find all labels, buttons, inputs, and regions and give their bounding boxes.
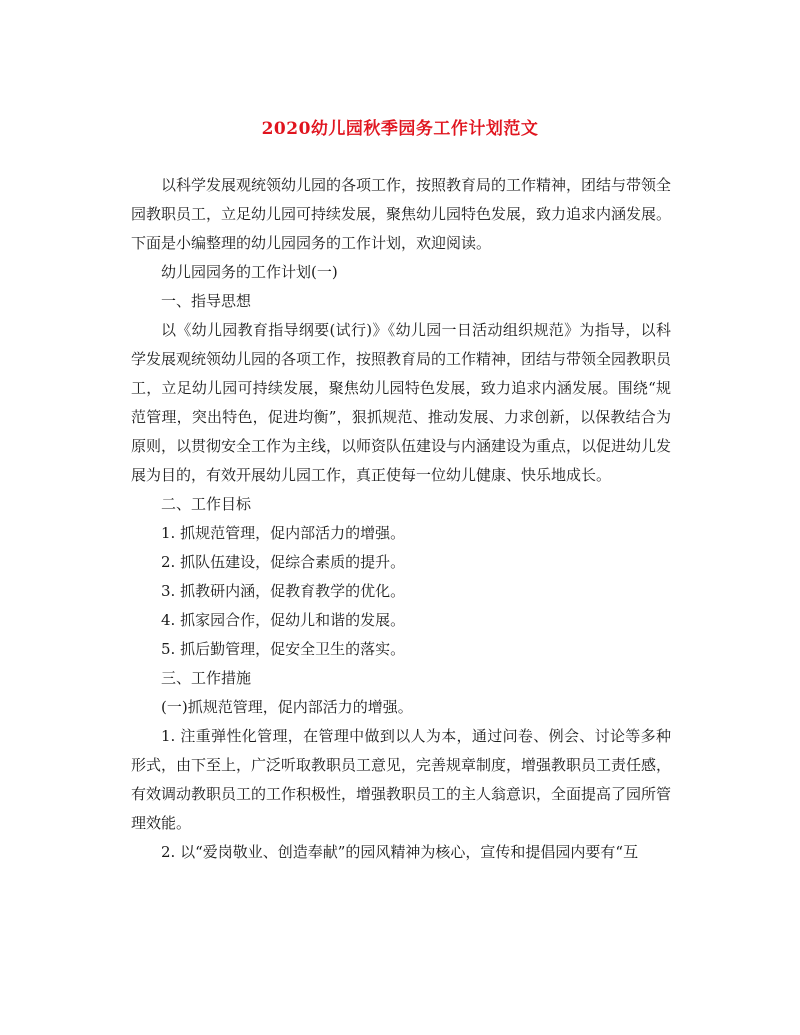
goal-item: 5. 抓后勤管理，促安全卫生的落实。 — [161, 640, 406, 658]
subsection-heading: 二、工作目标 — [161, 495, 252, 513]
document-body — [131, 171, 671, 867]
goal-item: 2. 抓队伍建设，促综合素质的提升。 — [161, 553, 406, 571]
guiding-thought-paragraph: 以《幼儿园教育指导纲要(试行)》《幼儿园一日活动组织规范》为指导，以科学发展观统领幼儿园的各项工作，按照教育局的工作精神，团结与带领全园教职员工，立足幼儿园可持续发展，聚焦幼儿园特色发展，致力追求内涵发展。围绕“规范管理，突出特色，促进均衡”，狠抓规范、推动发展、力求创新，以保教结合为原则，以贯彻安全工作为主线，以师资队伍建设与内涵建设为重点，以促进幼儿发展为目的，有效开展幼儿园工作，真正使每一位幼儿健康、快乐地成长。 — [131, 321, 672, 484]
section-heading: 幼儿园园务的工作计划(一) — [161, 263, 338, 281]
measure-paragraph: 2. 以“爱岗敬业、创造奉献”的园风精神为核心，宣传和提倡园内要有“互 — [161, 843, 639, 861]
measure-heading: (一)抓规范管理，促内部活力的增强。 — [161, 698, 413, 716]
intro-paragraph: 以科学发展观统领幼儿园的各项工作，按照教育局的工作精神，团结与带领全园教职员工，立足幼儿园可持续发展，聚焦幼儿园特色发展，致力追求内涵发展。下面是小编整理的幼儿园园务的工作计划，欢迎阅读。 — [131, 176, 672, 252]
document-title: 2020幼儿园秋季园务工作计划范文 — [261, 119, 539, 139]
goal-item: 3. 抓教研内涵，促教育教学的优化。 — [161, 582, 406, 600]
subsection-heading: 一、指导思想 — [161, 292, 252, 310]
measure-paragraph: 1. 注重弹性化管理，在管理中做到以人为本，通过问卷、例会、讨论等多种形式，由下至上，广泛听取教职员工意见，完善规章制度，增强教职员工责任感，有效调动教职员工的工作积极性，增强教职员工的主人翁意识，全面提高了园所管理效能。 — [131, 727, 672, 832]
subsection-heading: 三、工作措施 — [161, 669, 252, 687]
goal-item: 1. 抓规范管理，促内部活力的增强。 — [161, 524, 406, 542]
goal-item: 4. 抓家园合作，促幼儿和谐的发展。 — [161, 611, 406, 629]
